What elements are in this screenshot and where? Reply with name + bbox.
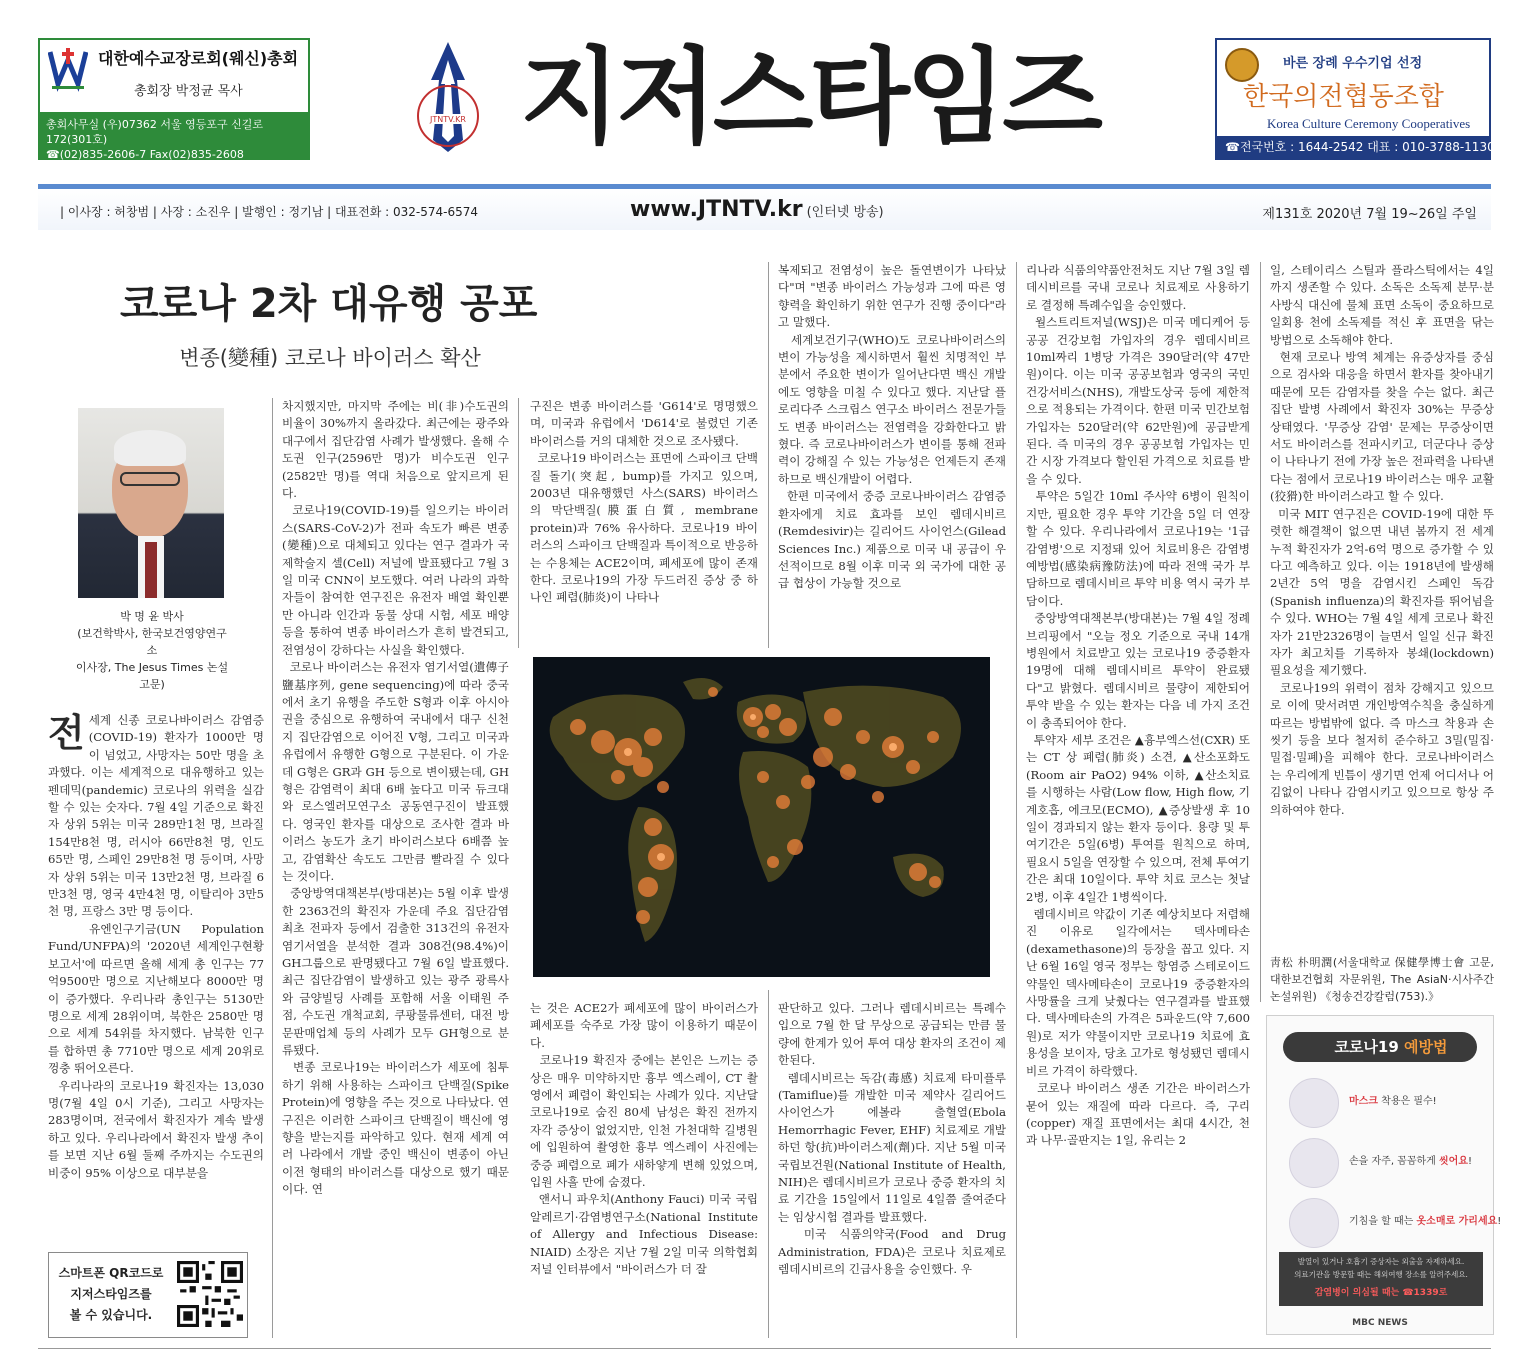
article-column-3-bottom: 는 것은 ACE2가 폐세포에 많이 바이러스가 폐세포를 숙주로 가장 많이 이용하기 때문이다. 코로나19 확진자 중에는 본인은 느끼는 증상은 매우 미약하지만 흉부 엑스레이, CT 촬영에서 폐렴이 확인되는 사례가 있다. 지난달 코로나19로 숨진 80세 남성은 확진 전까지 자각 증상이 없었지만, 인천 가천대학 길병원에 입원하여 촬영한 흉부 엑스레이 사진에는 중증 폐렴으로 폐가 새하얗게 변해 있었으며, 입원 사흘 만에 숨졌다. 앤서니 파우치(Anthony Fauci) 미국 국립알레르기·감염병연구소(National Institute of Allergy and Infectious Disease: NIAID) 소장은 지난 7월 2일 미국 의학협회저널 인터뷰에서 "바이러스가 더 잘 — [530, 1001, 758, 1277]
website-url[interactable]: www.JTNTV.kr — [630, 197, 803, 222]
qr-text-2: 지저스타임즈를 — [70, 1287, 152, 1301]
association-address: 총회사무실 (우)07362 서울 영등포구 신길로172(301호) — [46, 118, 263, 146]
prevention-text-highlight: 마스크 — [1349, 1096, 1378, 1107]
covid-note — [1279, 1252, 1483, 1306]
ad-church-association[interactable] — [38, 38, 310, 176]
article-headline: 코로나 2차 대유행 공포 — [120, 281, 538, 327]
covid-title-a: 코로나19 — [1334, 1038, 1399, 1056]
cooperative-name: 한국의전협동조합 — [1243, 82, 1444, 112]
info-bar — [38, 184, 1491, 230]
prevention-text-post: ! — [1497, 1216, 1502, 1227]
article-column-3-top: 구진은 변종 바이러스를 'G614'로 명명했으며, 미국과 유럽에서 'D614'로 불렸던 기존 바이러스를 거의 대체한 것으로 조사됐다. 코로나19 바이러스는 표면에 스파이크 단백질 돌기(突起, bump)를 가지고 있으며, 2003년 대유행했던 사스(SARS) 바이러스의 막단백질(膜蛋白質, membrane protein)과 76% 유사하다. 코로나19 바이러스의 스파이크 단백질과 특이적으로 반응하는 수용체는 ACE2이며, 폐세포에 많이 존재한다. 코로나19의 가장 두드러진 증상 중 하나인 폐렴(肺炎)이 나타나 — [530, 399, 758, 605]
dropcap: 전 — [48, 712, 85, 755]
association-name: 대한예수교장로회(웨신)총회 — [98, 49, 299, 68]
column-divider — [1260, 262, 1261, 1002]
church-logo-icon — [48, 46, 88, 94]
prevention-text-pre: 손을 자주, 꼼꼼하게 — [1349, 1156, 1439, 1167]
handwash-icon — [1289, 1138, 1339, 1188]
emblem-text: JTNTV.KR — [430, 115, 466, 124]
website[interactable] — [630, 197, 884, 222]
covid-title-b: 예방법 — [1404, 1038, 1448, 1056]
cough-sleeve-icon — [1289, 1198, 1339, 1248]
column-divider — [768, 990, 769, 1338]
author-name: 박 명 윤 박사 — [120, 610, 184, 623]
author-caption — [72, 608, 232, 693]
covid-note-line-1: 발열이 있거나 호흡기 증상자는 외출을 자제하세요. — [1297, 1257, 1465, 1266]
prevention-text-post: ! — [1467, 1156, 1472, 1167]
author-photo — [78, 408, 224, 598]
qr-code-icon[interactable] — [177, 1261, 243, 1327]
prevention-text-highlight: 씻어요 — [1439, 1156, 1468, 1167]
prevention-text-pre: 기침을 할 때는 — [1349, 1216, 1417, 1227]
website-note: (인터넷 방송) — [806, 205, 884, 220]
mask-person-icon — [1289, 1078, 1339, 1128]
qr-code-box[interactable] — [48, 1252, 248, 1338]
column-divider — [272, 398, 273, 1338]
column-divider — [1016, 262, 1017, 1338]
qr-text-1: 스마트폰 QR코드로 — [58, 1266, 164, 1280]
association-phone: ☎(02)835-2606-7 Fax(02)835-2608 http://Ws21.org — [46, 148, 244, 176]
covid-prevention-infographic — [1266, 1015, 1502, 1335]
newspaper-emblem-icon — [405, 40, 491, 158]
bottom-rule — [38, 1348, 1491, 1349]
prevention-item-mask — [1283, 1074, 1477, 1130]
column-divider — [518, 398, 519, 648]
author-glasses — [120, 472, 180, 486]
newspaper-title: 지저스타임즈 — [520, 36, 1099, 158]
article-subheadline: 변종(變種) 코로나 바이러스 확산 — [179, 346, 481, 370]
author-title-2: 이사장, The Jesus Times 논설고문) — [75, 661, 229, 691]
cooperative-name-en: Korea Culture Ceremony Cooperatives — [1267, 116, 1471, 131]
covid-spread-map-icon — [533, 657, 990, 977]
article-column-1 — [48, 712, 264, 1242]
issue-info: 제131호 2020년 7월 19~26일 주일 — [1262, 207, 1477, 222]
covid-note-line-2: 의료기관을 방문할 때는 해외여행 장소를 알려주세요. — [1294, 1270, 1468, 1279]
covid-box-title — [1283, 1032, 1477, 1062]
author-title-1: (보건학박사, 한국보건영양연구소 — [77, 627, 227, 657]
article-column-4-bottom: 판단하고 있다. 그러나 렘데시비르는 특례수입으로 7월 한 달 무상으로 공급되는 만큼 물량에 한계가 있어 투여 대상 환자의 조건이 제한된다. 렘데시비르는 독감(毒感) 치료제 타미플루(Tamiflue)를 개발한 미국 제약사 길리어드 사이언스가 에볼라 출혈열(Ebola Hemorrhagic Fever, EHF) 치료제로 개발하던 항(抗)바이러스제(劑)다. 지난 5월 미국 국립보건원(National Institute of Health, NIH)은 렘데시비르가 코로나 중증 환자의 치료 기간을 15일에서 11일로 4일쯤 줄여준다는 임상시험 결과를 발표했다. 미국 식품의약국(Food and Drug Administration, FDA)은 코로나 치료제로 렘데시비르의 긴급사용을 승인했다. 우 — [778, 1001, 1006, 1277]
article-column-6: 일, 스테이리스 스틸과 플라스틱에서는 4일까지 생존할 수 있다. 소독은 소독제 분무·분사방식 대신에 물체 표면 소독이 중요하므로 일회용 천에 소독제를 적신 후 표면을 닦는 방법으로 소독해야 한다. 현재 코로나 방역 체계는 유증상자를 중심으로 검사와 대응을 하면서 환자를 찾아내기 때문에 모든 감염자를 찾을 수는 없다. 최근 집단 발병 사례에서 확진자 30%는 무증상 상태였다. '무증상 감염' 문제는 무증상이면서도 바이러스를 전파시키고, 더군다나 증상이 나타나기 전에 가장 높은 전파력을 나타낸다는 점에서 코로나19 바이러스는 매우 교활(狡猾)한 바이러스라고 할 수 있다. 미국 MIT 연구진은 COVID-19에 대한 뚜렷한 해결책이 없으면 내년 봄까지 전 세계 누적 확진자가 2억-6억 명으로 증가할 수 있다고 예측하고 있다. 이는 1918년에 발생해 2년간 5억 명을 감염시킨 스페인 독감(Spanish influenza)의 확진자를 뛰어넘을 수 있다. WHO는 7월 4일 세계 코로나 확진자가 21만2326명이 늘면서 일일 신규 확진자가 최고치를 기록하자 봉쇄(lockdown) 필요성을 제기했다. 코로나19의 위력이 점차 강해지고 있으므로 이에 맞서려면 개인방역수칙을 충실하게 따르는 방법밖에 없다. 즉 마스크 착용과 손 씻기 등을 보다 철저히 준수하고 3밀(밀집·밀접·밀폐)을 피해야 한다. 코로나바이러스는 우리에게 빈틈이 생기면 언제 어디서나 어김없이 나타나 감염시키고 있으므로 항상 주의하여야 한다. — [1270, 263, 1494, 817]
prevention-item-cough — [1283, 1194, 1502, 1250]
covid-hotline: 감염병이 의심될 때는 ☎1339로 — [1314, 1288, 1448, 1298]
prevention-text-post: 착용은 필수! — [1377, 1096, 1437, 1107]
column-1-text: 세계 신종 코로나바이러스 감염증(COVID-19) 환자가 1000만 명이 넘었고, 사망자는 50만 명을 초과했다. 이는 세계적으로 대유행하고 있는 펜데믹(pandemic) 코로나의 위력을 실감할 수 있는 숫자다. 7월 4일 기준으로 확진자 상위 5위는 미국 289만1천 명, 브라질 154만8천 명, 러시아 66만8천 명, 인도 65만 명, 스페인 29만8천 명 등이며, 사망자 상위 5위는 미국 13만2천 명, 브라질 6만3천 명, 영국 4만4천 명, 이탈리아 3만5천 명, 프랑스 3만 명 등이다. 유엔인구기금(UN Population Fund/UNFPA)의 '2020년 세계인구현황 보고서'에 따르면 올해 세계 총 인구는 77억9500만 명으로 지난해보다 8000만 명이 증가했다. 우리나라 총인구는 5130만 명으로 세계 28위이며, 북한은 2580만 명으로 세계 54위를 차지했다. 남북한 인구를 합하면 총 7710만 명으로 세계 20위로 껑충 뛰어오른다. 우리나라의 코로나19 확진자는 13,030명(7월 4일 0시 기준), 그리고 사망자는 283명이며, 전국에서 확진자가 계속 발생하고 있다. 우리나라에서 확진자 발생 추이를 보면 지난 6월 둘째 주까지는 수도권의 비중이 95% 이상으로 대부분을 — [48, 713, 264, 1180]
cooperative-phone: ☎전국번호 : 1644-2542 대표 : 010-3788-1130 — [1217, 136, 1489, 158]
mbc-news-logo: MBC NEWS — [1352, 1318, 1408, 1328]
column-divider — [768, 262, 769, 648]
association-president: 총회장 박정균 목사 — [134, 84, 243, 99]
article-column-2: 차지했지만, 마지막 주에는 비(非)수도권의 비율이 30%까지 올라갔다. 최근에는 광주와 대구에서 집단감염 사례가 발생했다. 올해 수도권 인구(2596만 명)가 비수도권 인구(2582만 명)를 역대 처음으로 앞지르게 된다. 코로나19(COVID-19)를 일으키는 바이러스(SARS-CoV-2)가 전파 속도가 빠른 변종(變種)으로 대체되고 있다는 연구 결과가 국제학술지 셀(Cell) 저널에 발표됐다고 7월 3일 미국 CNN이 보도했다. 여러 나라의 과학자들이 참여한 연구진은 유전자 배열 확인뿐만 아니라 인간과 동물 상대 시험, 세포 배양 등을 통하여 변종 바이러스가 흔히 발견되고, 전염성이 강하다는 사실을 확인했다. 코로나 바이러스는 유전자 염기서열(遺傳子鹽基序列, gene sequencing)에 따라 중국에서 초기 유행을 주도한 S형과 이후 아시아권을 중심으로 유행하여 국내에서 대구 신천지 집단감염으로 이어진 V형, 그리고 미국과 유럽에서 유행한 G형으로 구분된다. 이 가운데 G형은 GR과 GH 등으로 변이됐는데, GH형은 감염력이 최대 6배 높다고 미국 듀크대와 로스엘러모연구소 공동연구진이 발표했다. 영국인 환자를 대상으로 조사한 결과 바이러스 농도가 초기 바이러스보다 6배쯤 높고, 감염확산 속도도 그만큼 빨라질 수 있다는 것이다. 중앙방역대책본부(방대본)는 5월 이후 발생한 2363건의 확진자 가운데 주요 집단감염 최초 전파자 등에서 검출한 313건의 유전자 염기서열을 분석한 결과 308건(98.4%)이 GH그룹으로 판명됐다고 7월 6일 발표했다. 최근 집단감염이 발생하고 있는 광주 광륵사와 금양빌딩 사례를 포함해 서울 이태원 주점, 수도권 개척교회, 쿠팡물류센터, 대전 방문판매업체 등의 사례가 모두 GH형으로 분류됐다. 변종 코로나19는 바이러스가 세포에 침투하기 위해 사용하는 스파이크 단백질(Spike Protein)에 영향을 주는 것으로 나타났다. 연구진은 이러한 스파이크 단백질이 백신에 영향을 받는지를 파악하고 있다. 현재 세계 여러 나라에서 개발 중인 백신이 변종이 아닌 이전 형태의 바이러스를 대상으로 했기 때문이다. 연 — [282, 399, 509, 1197]
article-column-4-top: 복제되고 전염성이 높은 돌연변이가 나타났다"며 "변종 바이러스 가능성과 그에 따른 영향력을 확인하기 위한 연구가 진행 중이다"라고 말했다. 세계보건기구(WHO)도 코로나바이러스의 변이 가능성을 제시하면서 훨씬 치명적인 부분에서 주요한 변이가 일어난다면 백신 개발에도 영향을 미칠 수 있다고 했다. 지난달 플로리다주 스크립스 연구소 바이러스 전문가들도 변종 바이러스는 전염력을 강화한다고 밝혔다. 즉 코로나바이러스가 변이를 통해 전파력이 강해질 수 있는 가능성은 언제든지 존재하므로 백신개발이 어렵다. 한편 미국에서 중증 코로나바이러스 감염증 환자에게 치료 효과를 보인 렘데시비르(Remdesivir)는 길리어드 사이언스(Gilead Sciences Inc.) 제품으로 미국 내 공급이 우선적이므로 8월 이후 미국 외 국가에 대한 공급 협상이 가능할 것으로 — [778, 263, 1006, 591]
staff-list: | 이사장 : 허창범 | 사장 : 소진우 | 발행인 : 정기남 | 대표전화 : 032-574-6574 — [60, 205, 479, 219]
author-tie — [145, 542, 157, 598]
ad-ceremony-cooperative[interactable] — [1215, 38, 1495, 160]
prevention-text-highlight: 옷소매로 가리세요 — [1416, 1216, 1498, 1227]
author-hair — [114, 430, 186, 466]
author-signature: 靑松 朴明潤(서울대학교 保健學博士會 고문, 대한보건협회 자문위원, The AsiaN·시사주간 논설위원) 《청송건강칼럼(753).》 — [1270, 956, 1494, 1003]
world-map-image — [533, 657, 990, 977]
article-column-5: 리나라 식품의약품안전처도 지난 7월 3일 렘데시비르를 국내 코로나 치료제로 사용하기로 결정해 특례수입을 승인했다. 월스트리트저널(WSJ)은 미국 메디케어 등 공공 건강보험 가입자의 경우 렘데시비르 10ml짜리 1병당 가격은 390달러(약 47만원)이다. 이는 미국 공공보험과 영국의 국민건강서비스(NHS), 개발도상국 등에 제한적으로 적용되는 가격이다. 한편 미국 민간보험 가입자는 520달러(약 62만원)에 공급받게 된다. 즉 미국의 경우 공공보험 가입자는 민간 시장 가격보다 할인된 가격으로 치료를 받을 수 있다. 투약은 5일간 10ml 주사약 6병이 원칙이지만, 필요한 경우 투약 기간을 5일 더 연장할 수 있다. 우리나라에서 코로나19는 '1급 감염병'으로 지정돼 있어 치료비용은 감염병예방법(感染病豫防法)에 따라 전액 국가 부담하므로 렘데시비르 투약 비용 역시 국가 부담이다. 중앙방역대책본부(방대본)는 7월 4일 정례 브리핑에서 "오늘 정오 기준으로 국내 14개 병원에서 치료받고 있는 코로나19 중증환자 19명에 대해 렘데시비르 투약이 완료됐다"고 밝혔다. 렘데시비르 물량이 제한되어 투약 받을 수 있는 환자는 다음 네 가지 조건이 충족되어야 한다. 투약자 세부 조건은 ▲흉부엑스선(CXR) 또는 CT 상 폐렴(肺炎) 소견, ▲산소포화도(Room air PaO2) 94% 이하, ▲산소치료를 시행하는 사람(Low flow, High flow, 기계호흡, 에크모(ECMO), ▲증상발생 후 10일이 경과되지 않는 환자 등이다. 용량 및 투여기간은 5일(6병) 투여를 원칙으로 하며, 필요시 5일을 연장할 수 있으며, 전체 투여기간은 최대 10일이다. 투약 치료 코스는 첫날 2병, 이후 4일간 1병씩이다. 렘데시비르 약값이 기존 예상치보다 저렴해진 이유로 일각에서는 덱사메타손(dexamethasone)의 등장을 꼽고 있다. 지난 6월 16일 영국 정부는 항염증 스테로이드 약물인 덱사메타손이 코로나19 중증환자의 사망률을 크게 낮췄다는 연구결과를 발표했다. 덱사메타손의 가격은 5파운드(약 7,600원)로 저가 약물이지만 코로나19 치료에 효용성을 보이자, 당초 고가로 형성됐던 렘데시비르 가격이 하락했다. 코로나 바이러스 생존 기간은 바이러스가 묻어 있는 재질에 따라 다르다. 즉, 구리(copper) 재질 표면에서는 최대 4시간, 천과 나무·골판지는 1일, 유리는 2 — [1026, 263, 1250, 1148]
cooperative-tagline: 바른 장례 우수기업 선정 — [1283, 56, 1423, 71]
prevention-item-handwash — [1283, 1134, 1477, 1190]
qr-text-3: 볼 수 있습니다. — [69, 1308, 153, 1322]
